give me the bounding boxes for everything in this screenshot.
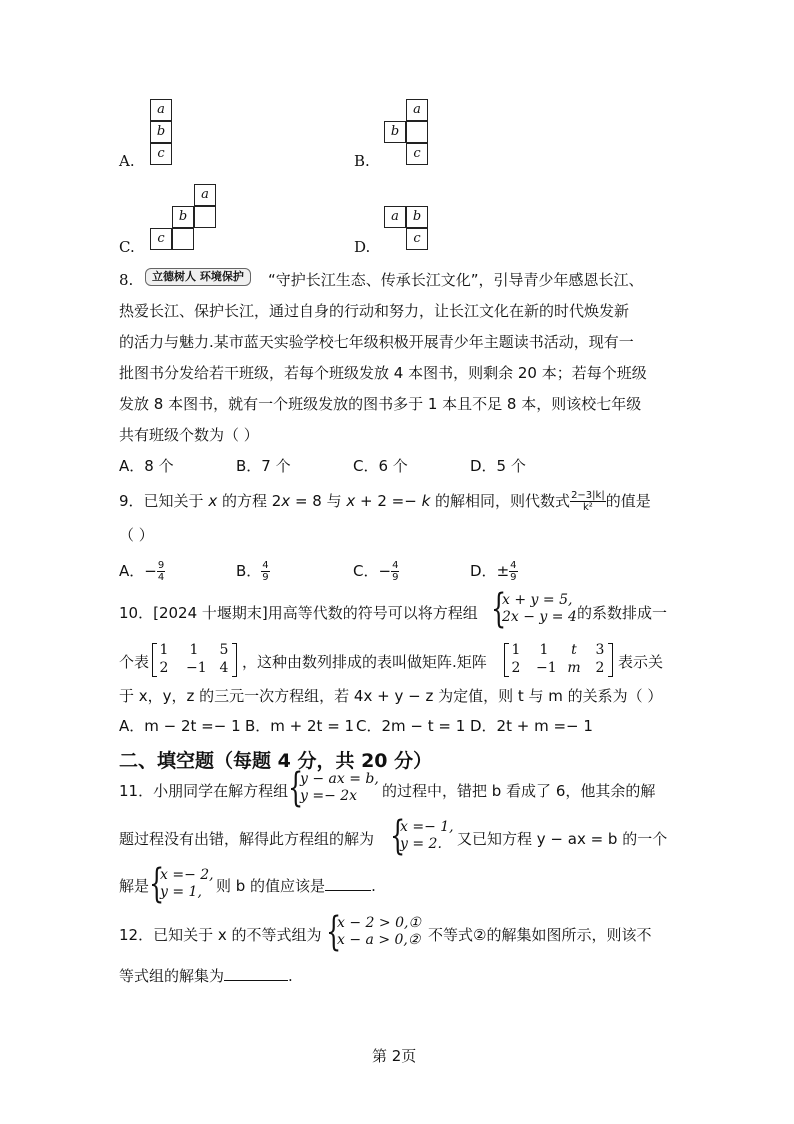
q7-option-c-label: C. bbox=[119, 238, 135, 256]
q11-system-eq1: y − ax = b, bbox=[300, 771, 379, 787]
q12-text: 不等式②的解集如图所示，则该不 bbox=[428, 926, 652, 944]
answer-blank[interactable] bbox=[325, 876, 371, 891]
q8-option-d: D．5 个 bbox=[470, 457, 526, 475]
option-label: C． bbox=[353, 562, 379, 580]
q11-solution-y: y = 1, bbox=[160, 884, 202, 900]
q8-line: 的活力与魅力.某市蓝天实验学校七年级积极开展青少年主题读书活动，现有一 bbox=[119, 333, 634, 351]
q7-option-d-label: D. bbox=[354, 238, 371, 256]
q11-text: 解是 bbox=[119, 877, 150, 895]
page-number: 第 2页 bbox=[372, 1047, 417, 1065]
fraction-numerator: 4 bbox=[510, 560, 517, 571]
net-cell: b bbox=[150, 121, 172, 143]
net-cell: a bbox=[406, 99, 428, 121]
q8-option-a: A．8 个 bbox=[119, 457, 174, 475]
system-brace: { bbox=[491, 586, 507, 632]
q8-line: 共有班级个数为（ ） bbox=[119, 426, 259, 444]
q10-option-c: C．2m − t = 1 bbox=[356, 717, 466, 735]
q11-text: . bbox=[371, 877, 376, 895]
section-title: 二、填空题（每题 4 分，共 20 分） bbox=[119, 750, 433, 772]
q8-line: 发放 8 本图书，就有一个班级发放的图书多于 1 本且不足 8 本，则该校七年级 bbox=[119, 395, 642, 413]
matrix-right-bracket bbox=[232, 643, 237, 677]
q8-line: “守护长江生态、传承长江文化”，引导青少年感恩长江、 bbox=[268, 271, 644, 289]
fraction-denominator: 4 bbox=[157, 572, 165, 583]
matrix-cell: 1 bbox=[539, 642, 549, 658]
q9-text: 的值是 bbox=[605, 492, 651, 510]
q9-text: 9．已知关于 bbox=[119, 492, 209, 510]
matrix-cell: −1 bbox=[536, 660, 557, 676]
q10-text: 表示关 bbox=[618, 653, 664, 671]
q10-system-eq2: 2x − y = 4 bbox=[502, 609, 577, 625]
matrix-cell: m bbox=[567, 660, 581, 676]
q12-answer-line bbox=[119, 966, 293, 986]
q9-expression-fraction bbox=[570, 490, 606, 513]
q8-option-b: B．7 个 bbox=[236, 457, 291, 475]
net-cell: a bbox=[150, 99, 172, 121]
net-cell: a bbox=[194, 184, 216, 206]
net-cell-empty bbox=[172, 228, 194, 250]
q11-solution-y: y = 2. bbox=[400, 836, 442, 852]
matrix-cell: 2 bbox=[595, 660, 605, 676]
q7-option-b-label: B. bbox=[354, 152, 370, 170]
fraction-denominator: 9 bbox=[392, 572, 399, 583]
q10-system-eq1: x + y = 5, bbox=[502, 592, 573, 608]
net-cell: c bbox=[150, 228, 172, 250]
matrix-cell: 1 bbox=[511, 642, 521, 658]
q11-text: 又已知方程 y − ax = b 的一个 bbox=[457, 830, 668, 848]
q10-text: 10．[2024 十堰期末]用高等代数的符号可以将方程组 bbox=[119, 604, 478, 622]
q10-option-a: A．m − 2t =− 1 bbox=[119, 717, 241, 735]
q8-line: 热爱长江、保护长江，通过自身的行动和努力，让长江文化在新的时代焕发新 bbox=[119, 302, 630, 320]
matrix-cell: t bbox=[571, 642, 577, 658]
q10-text: 的系数排成一 bbox=[577, 604, 668, 622]
matrix-cell: 1 bbox=[189, 642, 199, 658]
net-cell: b bbox=[384, 121, 406, 143]
option-label: A． bbox=[119, 562, 145, 580]
q12-text: 等式组的解集为 bbox=[119, 967, 225, 985]
matrix-cell: 4 bbox=[219, 660, 229, 676]
net-cell: a bbox=[384, 206, 406, 228]
net-cell: c bbox=[406, 143, 428, 165]
option-fraction bbox=[157, 560, 165, 583]
option-fraction bbox=[261, 560, 269, 583]
q11-system-eq2: y =− 2x bbox=[300, 788, 358, 804]
q11-text: 则 b 的值应该是 bbox=[216, 877, 326, 895]
fraction-numerator: 9 bbox=[157, 560, 165, 571]
system-brace: { bbox=[149, 861, 165, 907]
q9-line-1: 9．已知关于 x 的方程 2x = 8 与 x + 2 =− k 的解相同，则代数式 $\frac{2-3|k|}{\text{k²}}$ 的值是 bbox=[119, 490, 651, 513]
matrix-cell: 3 bbox=[595, 642, 605, 658]
fraction-numerator: 4 bbox=[392, 560, 399, 571]
matrix-cell: 5 bbox=[219, 642, 229, 658]
q11-solution-x: x =− 2, bbox=[160, 867, 214, 883]
matrix-cell: 2 bbox=[159, 660, 169, 676]
net-cell: c bbox=[406, 228, 428, 250]
system-brace: { bbox=[326, 909, 342, 955]
fraction-numerator: 4 bbox=[262, 560, 269, 571]
fraction-denominator: k² bbox=[582, 502, 593, 513]
matrix-cell: −1 bbox=[186, 660, 207, 676]
answer-blank[interactable] bbox=[224, 966, 288, 981]
matrix-cell: 1 bbox=[159, 642, 169, 658]
q9-text: = 8 与 bbox=[290, 492, 347, 510]
q10-option-b: B．m + 2t = 1 bbox=[245, 717, 355, 735]
q11-answer-line bbox=[216, 876, 376, 896]
q11-text: 题过程没有出错，解得此方程组的解为 bbox=[119, 830, 375, 848]
system-brace: { bbox=[288, 765, 304, 811]
topic-badge: 立德树人 环境保护 bbox=[145, 268, 251, 286]
option-sign: ± bbox=[496, 562, 510, 580]
q12-text: . bbox=[288, 967, 293, 985]
q7-option-a-label: A. bbox=[119, 152, 135, 170]
net-cell-empty bbox=[194, 206, 216, 228]
system-brace: { bbox=[390, 813, 406, 859]
q12-system-eq2: x − a > 0,② bbox=[337, 932, 421, 948]
q9-option-d bbox=[470, 560, 518, 583]
q11-text: 的过程中，错把 b 看成了 6，他其余的解 bbox=[382, 782, 656, 800]
q10-text: 于 x，y，z 的三元一次方程组，若 4x + y − z 为定值，则 t 与 m 的关系为（ ） bbox=[119, 687, 663, 705]
q9-answer-paren: （ ） bbox=[119, 526, 154, 544]
q11-text: 11．小朋同学在解方程组 bbox=[119, 782, 289, 800]
q9-text: 的解相同，则代数式 bbox=[430, 492, 571, 510]
matrix-cell: 2 bbox=[511, 660, 521, 676]
q10-text: 个表 bbox=[119, 653, 150, 671]
q9-text: + 2 =− bbox=[355, 492, 422, 510]
option-sign: − bbox=[378, 562, 392, 580]
option-sign: − bbox=[144, 562, 157, 580]
option-label: B． bbox=[236, 562, 262, 580]
q8-option-c: C．6 个 bbox=[353, 457, 408, 475]
fraction-denominator: 9 bbox=[262, 572, 269, 583]
matrix-right-bracket bbox=[608, 643, 613, 677]
q10-option-d: D．2t + m =− 1 bbox=[470, 717, 593, 735]
option-label: D． bbox=[470, 562, 497, 580]
q9-text: 的方程 2 bbox=[217, 492, 282, 510]
q10-text: ，这种由数列排成的表叫做矩阵.矩阵 bbox=[242, 653, 487, 671]
q11-solution-x: x =− 1, bbox=[400, 819, 454, 835]
q12-text: 12．已知关于 x 的不等式组为 bbox=[119, 926, 322, 944]
question-number: 8. bbox=[119, 271, 134, 289]
net-cell: b bbox=[172, 206, 194, 228]
fraction-denominator: 9 bbox=[510, 572, 517, 583]
net-cell: b bbox=[406, 206, 428, 228]
q9-option-b bbox=[236, 560, 270, 583]
net-cell: c bbox=[150, 143, 172, 165]
q12-system-eq1: x − 2 > 0,① bbox=[337, 915, 421, 931]
option-fraction bbox=[509, 560, 517, 583]
net-cell-empty bbox=[406, 121, 428, 143]
fraction-numerator: 2−3|k| bbox=[571, 490, 605, 501]
q9-option-c bbox=[353, 560, 399, 583]
q8-line: 批图书分发给若干班级，若每个班级发放 4 本图书，则剩余 20 本；若每个班级 bbox=[119, 364, 647, 382]
q9-option-a bbox=[119, 560, 165, 583]
option-fraction bbox=[391, 560, 399, 583]
